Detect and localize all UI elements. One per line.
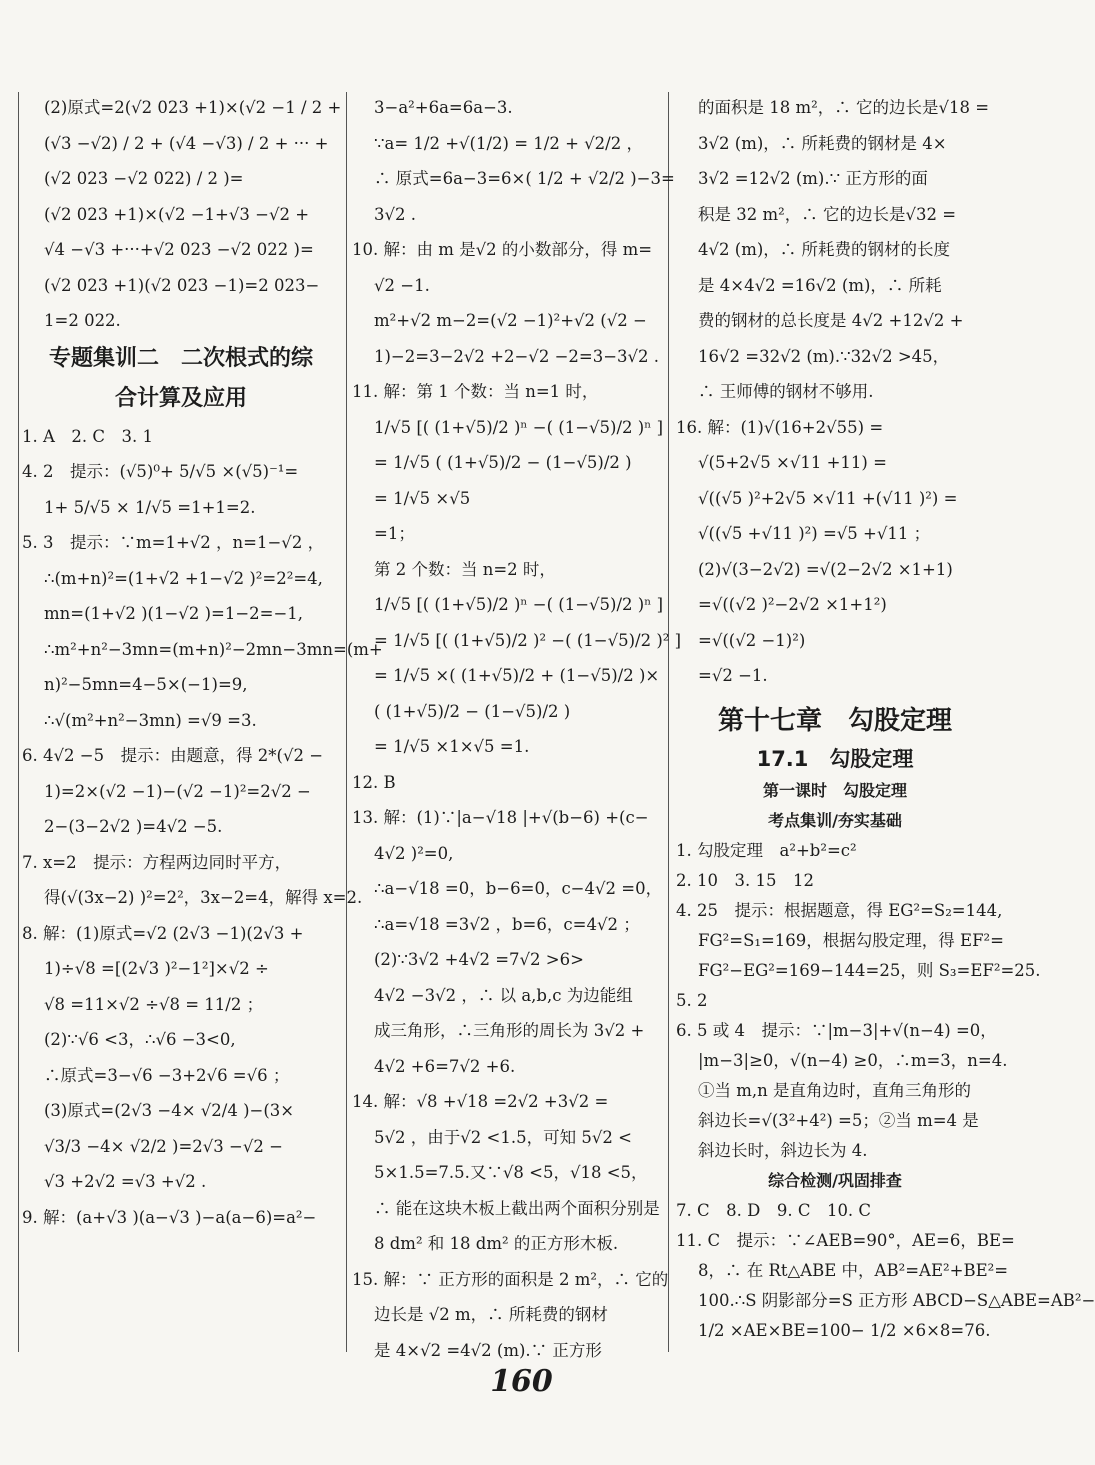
section-heading: 考点集训/夯实基础 [768, 810, 902, 830]
answer-line: √(5+2√5 ×√11 +11) = [698, 453, 887, 472]
answer-line: 得(√(3x−2) )²=2²，3x−2=4，解得 x=2. [44, 888, 363, 907]
answer-line: √2 −1. [374, 275, 430, 295]
answer-line: 斜边长=√(3²+4²) =5；②当 m=4 是 [698, 1110, 979, 1130]
answer-line: 1. A 2. C 3. 1 [22, 426, 154, 446]
answer-line: FG²−EG²=169−144=25，则 S₃=EF²=25. [698, 960, 1041, 980]
answer-column-2 [352, 90, 682, 1368]
answer-line: 1+ 5/√5 × 1/√5 =1+1=2. [44, 497, 256, 517]
answer-line: =√((√2 −1)²) [698, 630, 806, 650]
answer-line: 4√2 +6=7√2 +6. [374, 1056, 516, 1076]
answer-line: 11. C 提示：∵∠AEB=90°，AE=6，BE= [676, 1230, 1015, 1250]
answer-line: 4. 25 提示：根据题意，得 EG²=S₂=144, [676, 900, 1003, 920]
answer-line: ∴√(m²+n²−3mn) =√9 =3. [44, 710, 257, 730]
answer-line: =1； [374, 524, 415, 543]
answer-line: 9. 解：(a+√3 )(a−√3 )−a(a−6)=a²− [22, 1207, 317, 1227]
answer-line: (2)√(3−2√2) =√(2−2√2 ×1+1) [698, 559, 953, 579]
answer-line: 5×1.5=7.5.又∵√8 <5，√18 <5， [374, 1163, 648, 1182]
answer-line: 6. 4√2 −5 提示：由题意，得 2*(√2 − [22, 746, 324, 765]
answer-line: =√((√2 )²−2√2 ×1+1²) [698, 595, 887, 614]
answer-line: 3−a²+6a=6a−3. [374, 98, 513, 117]
answer-line: 1)=2×(√2 −1)−(√2 −1)²=2√2 − [44, 781, 311, 801]
answer-line: 5√2 ，由于√2 <1.5，可知 5√2 < [374, 1127, 632, 1147]
answer-line: √4 −√3 +···+√2 023 −√2 022 )= [44, 240, 314, 259]
answer-line: 5. 2 [676, 990, 708, 1010]
answer-line: mn=(1+√2 )(1−√2 )=1−2=−1, [44, 604, 304, 623]
answer-line: √8 =11×√2 ÷√8 = 11/2 ； [44, 994, 264, 1014]
answer-line: √3 +2√2 =√3 +√2 . [44, 1172, 207, 1191]
answer-line: 1. 勾股定理 a²+b²=c² [676, 840, 857, 860]
answer-line: 5. 3 提示：∵m=1+√2 ，n=1−√2 ， [22, 533, 325, 552]
answer-line: 16√2 =32√2 (m).∵32√2 >45， [698, 346, 950, 366]
answer-line: 8，∴ 在 Rt△ABE 中，AB²=AE²+BE²= [698, 1260, 1009, 1280]
section-heading: 综合检测/巩固排查 [768, 1170, 902, 1190]
column-rule-left [18, 92, 19, 1352]
answer-line: 2. 10 3. 15 12 [676, 870, 814, 890]
answer-line: ∴(m+n)²=(1+√2 +1−√2 )²=2²=4, [44, 568, 323, 588]
answer-line: ( (1+√5)/2 − (1−√5)/2 ) [374, 701, 571, 721]
answer-line: = 1/√5 ×1×√5 =1. [374, 737, 530, 756]
answer-line: ∴a=√18 =3√2 ，b=6，c=4√2 ； [374, 914, 640, 934]
answer-line: =√2 −1. [698, 666, 768, 685]
answer-line: 3√2 . [374, 204, 416, 224]
answer-line: 斜边长时，斜边长为 4. [698, 1140, 868, 1160]
answer-line: m²+√2 m−2=(√2 −1)²+√2 (√2 − [374, 311, 647, 330]
answer-line: 4√2 (m)，∴ 所耗费的钢材的长度 [698, 240, 951, 259]
answer-line: 7. C 8. D 9. C 10. C [676, 1200, 872, 1220]
answer-line: FG²=S₁=169，根据勾股定理，得 EF²= [698, 930, 1004, 950]
answer-line: 积是 32 m²，∴ 它的边长是√32 = [698, 204, 957, 224]
answer-line: 4. 2 提示：(√5)⁰+ 5/√5 ×(√5)⁻¹= [22, 462, 299, 481]
answer-line: 的面积是 18 m²，∴ 它的边长是√18 = [698, 98, 990, 117]
answer-line: 第 2 个数：当 n=2 时， [374, 559, 556, 579]
answer-line: 2−(3−2√2 )=4√2 −5. [44, 817, 223, 836]
answer-line: 4√2 )²=0, [374, 843, 454, 863]
answer-line: 7. x=2 提示：方程两边同时平方， [22, 852, 292, 872]
answer-line: 13. 解：(1)∵|a−√18 |+√(b−6) +(c− [352, 808, 649, 827]
answer-line: = 1/√5 ×√5 [374, 488, 471, 508]
answer-line: = 1/√5 ×( (1+√5)/2 + (1−√5)/2 )× [374, 666, 660, 685]
answer-column-3 [676, 90, 1095, 1346]
page-number: 160 [490, 1364, 553, 1399]
answer-line: ∴ 王师傅的钢材不够用. [698, 382, 874, 401]
answer-line: |m−3|≥0，√(n−4) ≥0，∴m=3，n=4. [698, 1050, 1008, 1070]
answer-line: 1/√5 [( (1+√5)/2 )ⁿ −( (1−√5)/2 )ⁿ ] [374, 417, 664, 437]
answer-line: 1/√5 [( (1+√5)/2 )ⁿ −( (1−√5)/2 )ⁿ ] [374, 595, 664, 614]
section-heading: 合计算及应用 [114, 385, 247, 411]
answer-line: 8. 解：(1)原式=√2 (2√3 −1)(2√3 + [22, 923, 304, 943]
answer-line: 12. B [352, 772, 396, 792]
answer-line: ∴m²+n²−3mn=(m+n)²−2mn−3mn=(m+ [44, 639, 383, 659]
column-rule-middle [346, 92, 347, 1352]
answer-line: 1=2 022. [44, 311, 121, 330]
section-heading: 第十七章 勾股定理 [717, 705, 952, 736]
answer-line: n)²−5mn=4−5×(−1)=9, [44, 675, 248, 694]
answer-line: ∴原式=3−√6 −3+2√6 =√6 ； [44, 1065, 290, 1085]
answer-line: 边长是 √2 m，∴ 所耗费的钢材 [374, 1305, 608, 1324]
answer-line: 6. 5 或 4 提示：∵|m−3|+√(n−4) =0， [676, 1020, 997, 1040]
answer-line: = 1/√5 [( (1+√5)/2 )² −( (1−√5)/2 )² ] [374, 630, 682, 650]
answer-line: (2)∵√6 <3，∴√6 −3<0, [44, 1030, 236, 1049]
answer-line: √3/3 −4× √2/2 )=2√3 −√2 − [44, 1136, 283, 1156]
answer-line: = 1/√5 ( (1+√5)/2 − (1−√5)/2 ) [374, 453, 632, 472]
section-heading: 第一课时 勾股定理 [762, 780, 907, 800]
answer-line: ①当 m,n 是直角边时，直角三角形的 [698, 1080, 972, 1100]
answer-line: (√2 023 −√2 022) / 2 )= [44, 169, 244, 188]
answer-line: 3√2 =12√2 (m).∵ 正方形的面 [698, 169, 928, 188]
answer-line: 1/2 ×AE×BE=100− 1/2 ×6×8=76. [698, 1320, 991, 1340]
answer-line: 3√2 (m)，∴ 所耗费的钢材是 4× [698, 133, 947, 153]
answer-line: √((√5 )²+2√5 ×√11 +(√11 )²) = [698, 488, 958, 508]
column-rule-right [668, 92, 669, 1352]
section-heading: 17.1 勾股定理 [756, 746, 914, 771]
answer-line: 成三角形，∴三角形的周长为 3√2 + [374, 1021, 645, 1040]
answer-line: 14. 解：√8 +√18 =2√2 +3√2 = [352, 1092, 609, 1111]
answer-line: 11. 解：第 1 个数：当 n=1 时， [352, 382, 599, 401]
answer-line: (√3 −√2) / 2 + (√4 −√3) / 2 + ··· + [44, 133, 329, 153]
answer-line: 1)÷√8 =[(2√3 )²−1²]×√2 ÷ [44, 959, 269, 978]
answer-line: 8 dm² 和 18 dm² 的正方形木板. [374, 1234, 619, 1253]
answer-line: (√2 023 +1)(√2 023 −1)=2 023− [44, 275, 320, 295]
answer-line: (3)原式=(2√3 −4× √2/4 )−(3× [44, 1101, 295, 1120]
section-heading: 专题集训二 二次根式的综 [48, 345, 313, 371]
answer-line: ∴ 能在这块木板上截出两个面积分别是 [374, 1198, 660, 1218]
answer-line: ∵a= 1/2 +√(1/2) = 1/2 + √2/2 ， [374, 133, 643, 153]
answer-line: 100.∴S 阴影部分=S 正方形 ABCD−S△ABE=AB²− [698, 1290, 1095, 1310]
answer-line: 10. 解：由 m 是√2 的小数部分，得 m= [352, 240, 653, 259]
answer-line: 1)−2=3−2√2 +2−√2 −2=3−3√2 . [374, 346, 660, 366]
answer-line: 是 4×√2 =4√2 (m).∵ 正方形 [374, 1340, 602, 1360]
answer-line: 费的钢材的总长度是 4√2 +12√2 + [698, 311, 964, 330]
answer-line: √((√5 +√11 )²) =√5 +√11 ； [698, 524, 931, 543]
answer-line: 4√2 −3√2 ，∴ 以 a,b,c 为边能组 [374, 985, 633, 1005]
answer-line: 16. 解：(1)√(16+2√55) = [676, 417, 884, 437]
answer-line: 15. 解：∵ 正方形的面积是 2 m²，∴ 它的 [352, 1269, 669, 1289]
answer-line: ∴a−√18 =0，b−6=0，c−4√2 =0， [374, 879, 663, 898]
answer-line: (√2 023 +1)×(√2 −1+√3 −√2 + [44, 204, 310, 224]
answer-line: ∴ 原式=6a−3=6×( 1/2 + √2/2 )−3= [374, 169, 675, 188]
answer-line: (2)原式=2(√2 023 +1)×(√2 −1 / 2 + [44, 98, 342, 117]
answer-line: 是 4×4√2 =16√2 (m)，∴ 所耗 [698, 275, 942, 295]
answer-line: (2)∵3√2 +4√2 =7√2 >6> [374, 950, 584, 969]
